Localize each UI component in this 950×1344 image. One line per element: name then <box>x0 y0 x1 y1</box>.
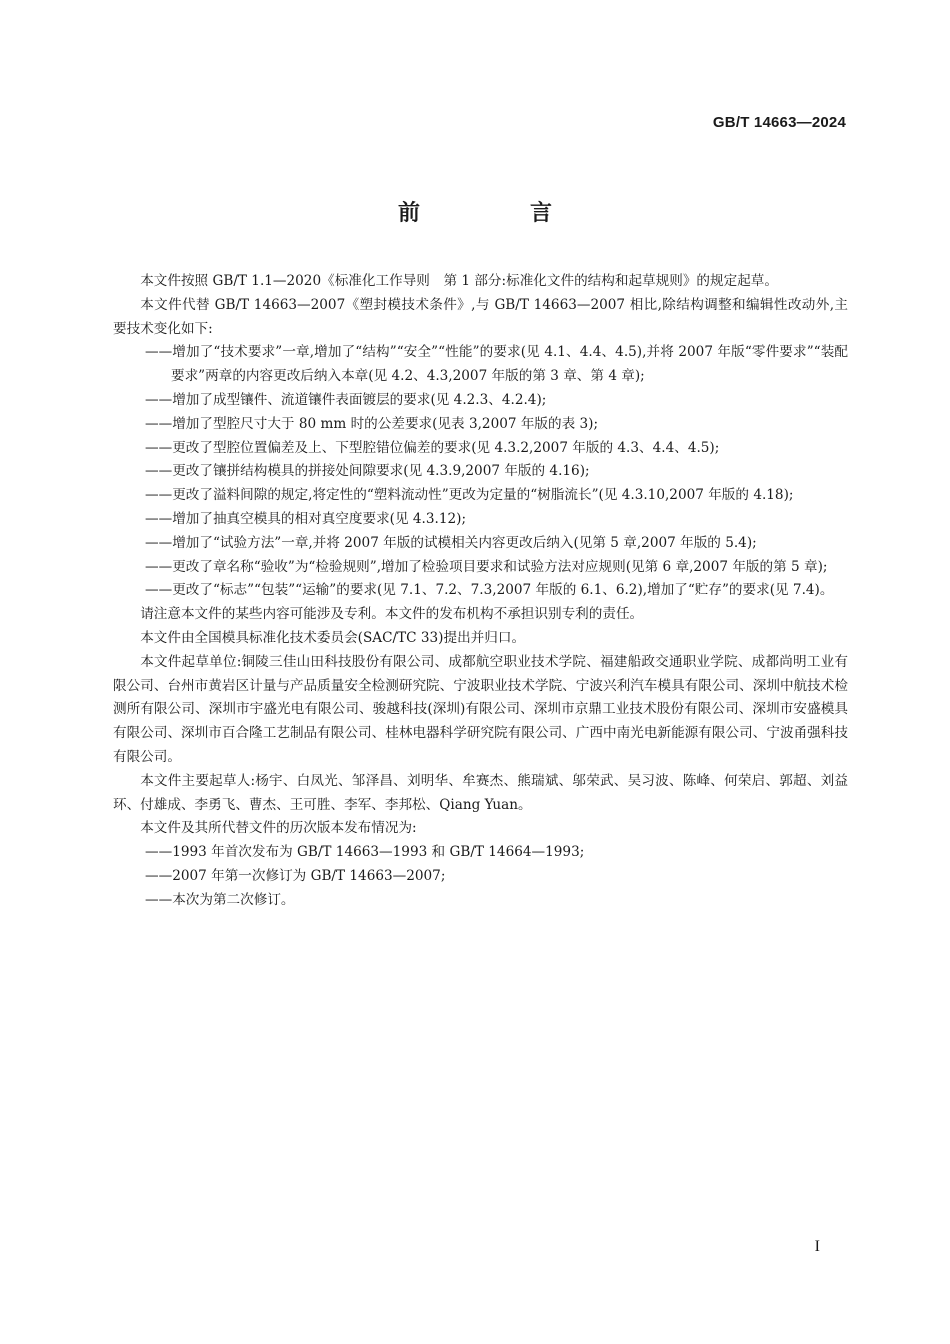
paragraph-history-intro: 本文件及其所代替文件的历次版本发布情况为: <box>140 820 417 837</box>
list-item: ——更改了“标志”“包装”“运输”的要求(见 7.1、7.2、7.3,2007 年版的 6.1、6.2),增加了“贮存”的要求(见 7.4)。 <box>145 582 834 599</box>
list-item: ——增加了“试验方法”一章,并将 2007 年版的试模相关内容更改后纳入(见第 5 章,2007 年版的 5.4); <box>145 534 757 551</box>
list-item: ——1993 年首次发布为 GB/T 14663—1993 和 GB/T 14664—1993; <box>145 844 585 861</box>
paragraph-committee: 本文件由全国模具标准化技术委员会(SAC/TC 33)提出并归口。 <box>140 629 526 646</box>
paragraph-drafting-units: 本文件起草单位:铜陵三佳山田科技股份有限公司、成都航空职业技术学院、福建船政交通职业学院、成都尚明工业有限公司、台州市黄岩区计量与产品质量安全检测研究院、宁波职业技术学院、宁波兴利汽车模具有限公司、深圳中航技术检测所有限公司、深圳市宇盛光电有限公司、骏越科技(深圳)有限公司、深圳市京鼎工业技术股份有限公司、深圳市安盛模具有限公司、深圳市百合隆工艺制品有限公司、桂林电器科学研究院有限公司、广西中南光电新能源有限公司、宁波甬强科技有限公司。 <box>113 653 848 765</box>
list-item: ——增加了抽真空模具的相对真空度要求(见 4.3.12); <box>145 510 467 527</box>
list-item: ——2007 年第一次修订为 GB/T 14663—2007; <box>145 867 446 884</box>
list-item: ——增加了成型镶件、流道镶件表面镀层的要求(见 4.2.3、4.2.4); <box>145 391 547 408</box>
history-list <box>113 841 848 912</box>
paragraph-drafters: 本文件主要起草人:杨宇、白凤光、邹泽昌、刘明华、牟赛杰、熊瑞斌、邬荣武、吴习波、陈峰、何荣启、郭超、刘益环、付雄成、李勇飞、曹杰、王可胜、李军、李邦松、Qiang Yuan。 <box>113 772 848 813</box>
list-item: ——增加了型腔尺寸大于 80 mm 时的公差要求(见表 3,2007 年版的表 3); <box>145 415 599 432</box>
list-item: ——更改了型腔位置偏差及上、下型腔错位偏差的要求(见 4.3.2,2007 年版的 4.3、4.4、4.5); <box>145 439 720 456</box>
list-item: ——更改了镶拼结构模具的拼接处间隙要求(见 4.3.9,2007 年版的 4.16); <box>145 463 590 480</box>
page-number: I <box>814 1238 820 1255</box>
paragraph-patent-notice: 请注意本文件的某些内容可能涉及专利。本文件的发布机构不承担识别专利的责任。 <box>140 606 644 623</box>
list-item: ——更改了章名称“验收”为“检验规则”,增加了检验项目要求和试验方法对应规则(见第 6 章,2007 年版的第 5 章); <box>145 558 828 575</box>
standard-number: GB/T 14663—2024 <box>712 114 846 131</box>
list-item: ——增加了“技术要求”一章,增加了“结构”“安全”“性能”的要求(见 4.1、4.4、4.5),并将 2007 年版“零件要求”“装配要求”两章的内容更改后纳入本章(见 4.2、4.3,2007 年版的第 3 章、第 4 章); <box>145 344 848 385</box>
paragraph-drafting-rules: 本文件按照 GB/T 1.1—2020《标准化工作导则 第 1 部分:标准化文件的结构和起草规则》的规定起草。 <box>140 273 778 289</box>
body-content <box>113 270 848 913</box>
list-item: ——本次为第二次修订。 <box>145 891 295 908</box>
list-item: ——更改了溢料间隙的规定,将定性的“塑料流动性”更改为定量的“树脂流长”(见 4.3.10,2007 年版的 4.18); <box>145 487 794 504</box>
page-title: 前 言 <box>397 201 596 226</box>
changes-list <box>113 341 848 603</box>
paragraph-replaces: 本文件代替 GB/T 14663—2007《塑封模技术条件》,与 GB/T 14663—2007 相比,除结构调整和编辑性改动外,主要技术变化如下: <box>113 296 848 337</box>
